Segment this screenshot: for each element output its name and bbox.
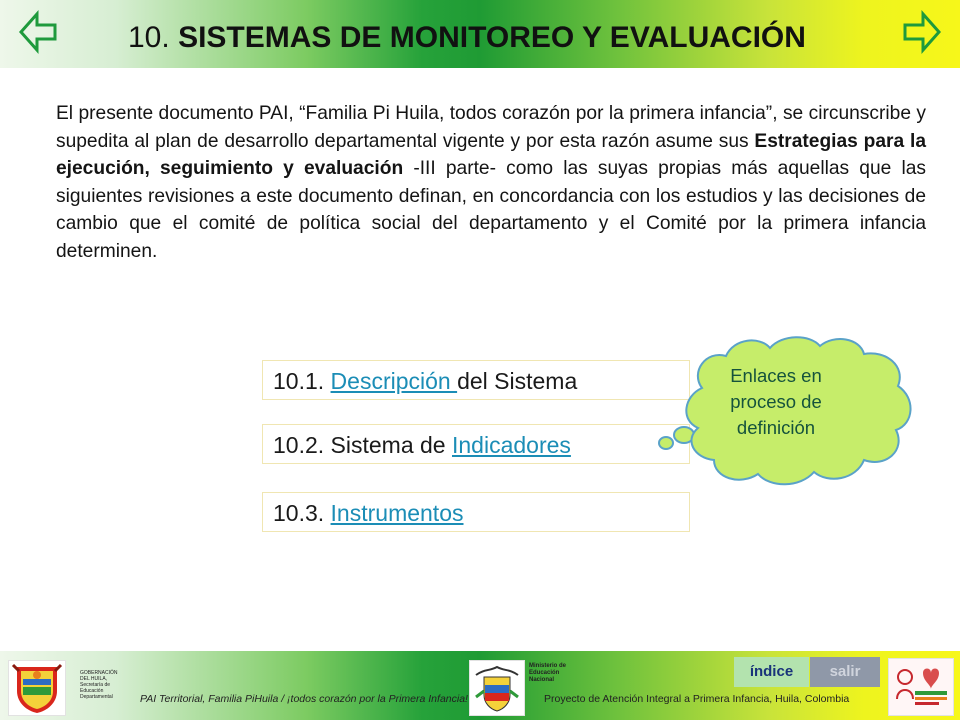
title-text: SISTEMAS DE MONITOREO Y EVALUACIÓN [178,21,806,54]
indice-button[interactable]: índice [734,657,809,687]
link-suffix: del Sistema [457,368,578,394]
title-number: 10. [128,21,170,54]
page-title [128,20,806,56]
link-box-instrumentos [262,492,690,532]
previous-slide-arrow[interactable] [18,10,58,54]
link-box-descripcion [262,360,690,400]
left-arrow-icon [21,14,55,50]
gobernacion-text: GOBERNACIÓN DEL HUILA, Secretaría de Educación Departamental [80,670,118,700]
salir-button[interactable]: salir [810,657,880,687]
footer-caption-right: Proyecto de Atención Integral a Primera Infancia, Huila, Colombia [544,693,850,705]
intro-paragraph [56,100,926,265]
footer-caption-left: PAI Territorial, Familia PiHuila / ¡todos corazón por la Primera Infancia! [140,693,468,705]
colombia-coat-of-arms [469,660,525,716]
link-prefix: 10.2. Sistema de [273,432,452,458]
right-arrow-icon [905,14,939,50]
intro-text-bold: Estrategias para la ejecución, seguimiento y evaluación [56,130,926,179]
ministerio-text: Ministerio de Educación Nacional [529,663,567,683]
next-slide-arrow[interactable] [902,10,942,54]
huila-coat-of-arms-icon [9,661,65,715]
colombia-shield-icon [470,661,524,715]
callout-text: Enlaces en proceso de definición [730,365,822,438]
intro-text-part2: -III parte- como las suyas propias más aquellas que las siguientes revisiones a este documento definan, en concordancia con los estudios y las decisiones de cambio que el comité de política social del departamento y el Comité por la primera infancia determinen. [56,158,926,262]
intro-text-part1: El presente documento PAI, “Familia Pi Huila, todos corazón por la primera infancia”, se circunscribe y supedita al plan de desarrollo departamental vigente y por esta razón asume sus [56,103,926,152]
link-prefix: 10.1. [273,368,331,394]
link-prefix: 10.3. [273,500,331,526]
child-heart-icon [889,659,953,715]
indicadores-link[interactable]: Indicadores [452,432,571,458]
gobernacion-logo [8,660,66,716]
link-box-indicadores [262,424,690,464]
huila-primera-infancia-logo [888,658,954,716]
descripcion-link[interactable]: Descripción [330,368,458,394]
instrumentos-link[interactable]: Instrumentos [330,500,464,526]
